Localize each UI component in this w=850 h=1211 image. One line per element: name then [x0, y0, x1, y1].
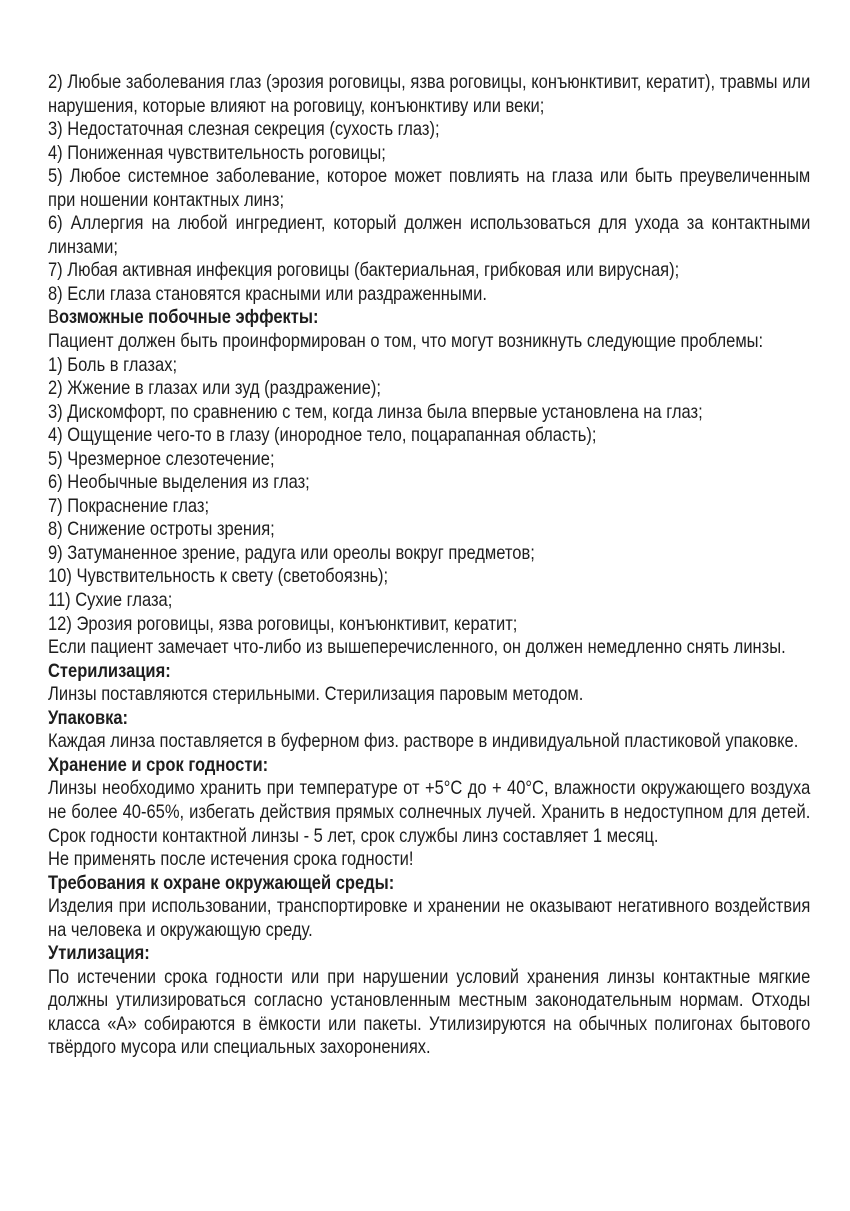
heading-lead-letter: В: [48, 306, 60, 329]
paragraph: 4) Пониженная чувствительность роговицы;: [48, 141, 386, 164]
section-heading: [48, 660, 810, 684]
heading-text: Упаковка:: [48, 706, 129, 729]
paragraph: 7) Покраснение глаз;: [48, 494, 210, 517]
heading-text: Требования к охране окружающей среды:: [48, 871, 395, 894]
section-heading: [48, 754, 810, 778]
paragraph: 5) Чрезмерное слезотечение;: [48, 447, 275, 470]
section-heading: [48, 707, 810, 731]
section-heading: [48, 306, 810, 330]
paragraph: 6) Необычные выделения из глаз;: [48, 471, 310, 494]
paragraph: 8) Снижение остроты зрения;: [48, 518, 275, 541]
section-heading: [48, 942, 810, 966]
paragraph: Если пациент замечает что-либо из вышеперечисленного, он должен немедленно снять линзы.: [48, 636, 786, 659]
paragraph: 11) Сухие глаза;: [48, 589, 173, 612]
paragraph: 1) Боль в глазах;: [48, 353, 178, 376]
section-heading: [48, 872, 810, 896]
paragraph: 10) Чувствительность к свету (светобоязнь);: [48, 565, 389, 588]
paragraph: 2) Любые заболевания глаз (эрозия роговицы, язва роговицы, конъюнктивит, кератит), травмы или нарушения, которые влияют на роговицу, конъюнктиву или веки;: [48, 71, 811, 117]
paragraph: 9) Затуманенное зрение, радуга или ореолы вокруг предметов;: [48, 541, 535, 564]
heading-text: Хранение и срок годности:: [48, 753, 269, 776]
paragraph: 4) Ощущение чего-то в глазу (инородное тело, поцарапанная область);: [48, 424, 597, 447]
paragraph: Не применять после истечения срока годности!: [48, 848, 414, 871]
paragraph: 3) Дискомфорт, по сравнению с тем, когда линза была впервые установлена на глаз;: [48, 400, 703, 423]
paragraph: Изделия при использовании, транспортировке и хранении не оказывают негативного воздействия на человека и окружающую среду.: [48, 895, 811, 941]
paragraph: 5) Любое системное заболевание, которое может повлиять на глаза или быть преувеличенным при ношении контактных линз;: [48, 165, 811, 211]
heading-text: озможные побочные эффекты:: [59, 306, 319, 329]
heading-text: Стерилизация:: [48, 659, 171, 682]
document-text-block: [48, 71, 810, 1060]
paragraph: По истечении срока годности или при нарушении условий хранения линзы контактные мягкие должны утилизироваться согласно установленным местным законодательным нормам. Отходы класса «А» собираются в ёмкости или пакеты. Утилизируются на обычных полигонах бытового твёрдого мусора или специальных захоронениях.: [48, 965, 811, 1059]
paragraph: 7) Любая активная инфекция роговицы (бактериальная, грибковая или вирусная);: [48, 259, 680, 282]
paragraph: Пациент должен быть проинформирован о том, что могут возникнуть следующие проблемы:: [48, 330, 764, 353]
paragraph: 3) Недостаточная слезная секреция (сухость глаз);: [48, 118, 440, 141]
paragraph: 6) Аллергия на любой ингредиент, который должен использоваться для ухода за контактными линзами;: [48, 212, 811, 258]
paragraph: 8) Если глаза становятся красными или раздраженными.: [48, 282, 487, 305]
paragraph: Линзы поставляются стерильными. Стерилизация паровым методом.: [48, 683, 584, 706]
paragraph: 2) Жжение в глазах или зуд (раздражение);: [48, 377, 381, 400]
paragraph: Каждая линза поставляется в буферном физ. растворе в индивидуальной пластиковой упаковке.: [48, 730, 799, 753]
heading-text: Утилизация:: [48, 942, 150, 965]
paragraph: 12) Эрозия роговицы, язва роговицы, конъюнктивит, кератит;: [48, 612, 518, 635]
paragraph: Линзы необходимо хранить при температуре от +5°С до + 40°С, влажности окружающего воздуха не более 40-65%, избегать действия прямых солнечных лучей. Хранить в недоступном для детей. Срок годности контактной линзы - 5 лет, срок службы линз составляет 1 месяц.: [48, 777, 811, 847]
